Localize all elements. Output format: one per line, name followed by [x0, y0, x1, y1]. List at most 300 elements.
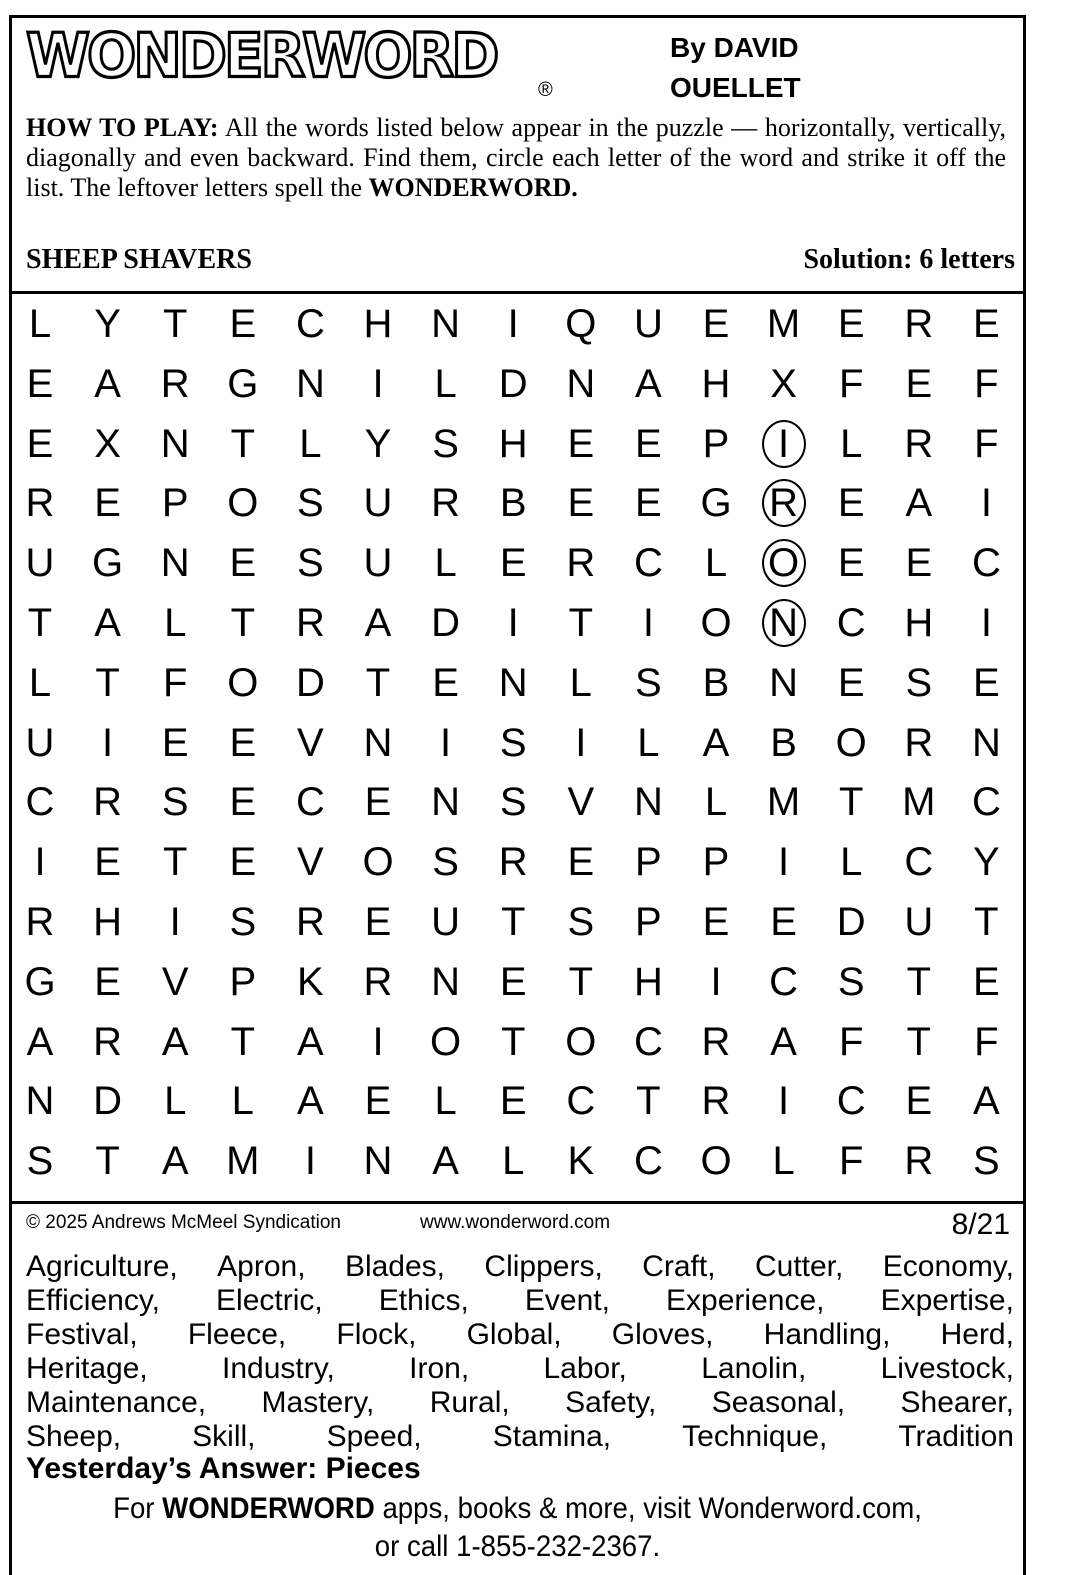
grid-cell[interactable]: P	[229, 959, 257, 1004]
word-list-item: Labor,	[543, 1352, 627, 1385]
grid-cell[interactable]: V	[297, 720, 324, 765]
word-list-item: Handling,	[763, 1318, 891, 1351]
grid-cell[interactable]: E	[229, 541, 257, 586]
word-list-item: Festival,	[26, 1318, 138, 1351]
grid-cell[interactable]: D	[498, 361, 528, 406]
word-list-item: Heritage,	[26, 1352, 148, 1385]
grid-cell[interactable]: K	[567, 1139, 595, 1184]
copyright: © 2025 Andrews McMeel Syndication	[26, 1212, 341, 1233]
grid-cell[interactable]: E	[364, 780, 392, 825]
grid-cell[interactable]: E	[702, 900, 730, 944]
grid-cell[interactable]: E	[973, 959, 1000, 1004]
grid-cell[interactable]: C	[836, 1079, 866, 1124]
how-to-play	[26, 113, 1006, 203]
word-list-line	[26, 1420, 1014, 1454]
grid-cell[interactable]: E	[229, 780, 257, 825]
how-to-play-heading: HOW TO PLAY:	[26, 113, 219, 142]
grid-cell[interactable]: R	[363, 959, 393, 1004]
grid-cell[interactable]: R	[295, 601, 325, 645]
how-to-play-answer-word: WONDERWORD.	[368, 173, 578, 202]
grid-cell[interactable]: E	[837, 481, 865, 526]
grid-cell[interactable]: O	[700, 601, 732, 645]
grid-cell[interactable]: I	[169, 900, 181, 944]
grid-cell[interactable]: T	[974, 900, 999, 944]
grid-cell[interactable]: N	[431, 959, 461, 1004]
word-list-item: Seasonal,	[711, 1386, 846, 1419]
grid-cell[interactable]: L	[28, 660, 52, 705]
word-list-item: Herd,	[940, 1318, 1014, 1351]
word-list-item: Clippers,	[484, 1250, 603, 1283]
grid-cell[interactable]: U	[363, 541, 393, 586]
grid-cell[interactable]: C	[295, 302, 325, 346]
grid-cell[interactable]: N	[160, 421, 190, 466]
grid-cell[interactable]: L	[502, 1139, 525, 1184]
grid-cell[interactable]: S	[635, 660, 662, 705]
grid-cell[interactable]: A	[297, 1019, 324, 1064]
grid-cell[interactable]: N	[769, 660, 799, 705]
grid-cell[interactable]: I	[778, 840, 790, 885]
yesterdays-answer: Yesterday’s Answer: Pieces	[26, 1452, 421, 1485]
grid-cell[interactable]: F	[974, 361, 999, 406]
grid-cell[interactable]: T	[500, 900, 526, 944]
grid-cell[interactable]: Y	[973, 840, 1000, 885]
word-list-item: Technique,	[682, 1420, 828, 1453]
grid-cell[interactable]: E	[635, 481, 662, 526]
grid-cell[interactable]: A	[161, 1019, 189, 1064]
word-list-item: Rural,	[429, 1386, 510, 1419]
grid-cell[interactable]: R	[295, 900, 325, 944]
grid-cell[interactable]: E	[567, 481, 595, 526]
word-list-item: Mastery,	[261, 1386, 375, 1419]
grid-cell[interactable]: A	[297, 1079, 324, 1124]
grid-cell[interactable]: T	[27, 601, 53, 645]
grid-cell[interactable]: C	[836, 601, 866, 645]
grid-cell[interactable]: E	[635, 421, 662, 466]
grid-cell[interactable]: E	[229, 720, 257, 765]
word-list-item: Blades,	[344, 1250, 446, 1283]
grid-cell[interactable]: I	[102, 720, 114, 765]
grid-cell[interactable]: T	[906, 959, 932, 1004]
grid-cell[interactable]: H	[93, 900, 123, 944]
word-list-line	[26, 1250, 1014, 1284]
word-list-item: Speed,	[326, 1420, 422, 1453]
grid-cell[interactable]: I	[575, 720, 587, 765]
grid-cell[interactable]: E	[702, 302, 730, 346]
grid-cell[interactable]: P	[635, 840, 662, 885]
grid-cell[interactable]: A	[905, 481, 933, 526]
wonderword-logo	[26, 20, 566, 104]
byline	[670, 28, 870, 108]
grid-cell[interactable]: G	[227, 361, 259, 406]
grid-cell[interactable]: S	[229, 900, 257, 944]
grid-row	[10, 892, 1025, 952]
grid-cell[interactable]: N	[498, 660, 528, 705]
grid-cell[interactable]: A	[432, 1139, 459, 1184]
promo-pre: For	[113, 1492, 155, 1525]
word-list-line	[26, 1284, 1014, 1318]
word-list-item: Flock,	[336, 1318, 417, 1351]
grid-cell[interactable]: E	[905, 1079, 933, 1124]
grid-cell[interactable]: T	[230, 421, 256, 466]
grid-cell[interactable]: Y	[364, 421, 392, 466]
promo-line-1	[41, 1490, 993, 1528]
grid-cell[interactable]: E	[94, 481, 121, 526]
word-list-item: Efficiency,	[26, 1284, 160, 1317]
grid-cell[interactable]: T	[568, 601, 594, 645]
grid-cell[interactable]: T	[230, 1019, 256, 1064]
grid-cell[interactable]: P	[635, 900, 662, 944]
grid-cell[interactable]: I	[710, 959, 722, 1004]
grid-cell[interactable]: I	[980, 601, 992, 645]
grid-cell[interactable]: A	[635, 361, 662, 406]
grid-cell[interactable]: E	[432, 660, 459, 705]
grid-cell[interactable]: V	[567, 780, 595, 825]
grid-cell[interactable]: F	[838, 361, 864, 406]
grid-cell[interactable]: N	[431, 780, 461, 825]
grid-cell[interactable]: R	[904, 421, 934, 466]
grid-cell[interactable]: E	[229, 302, 257, 346]
word-list-item: Global,	[466, 1318, 562, 1351]
grid-cell[interactable]: T	[162, 302, 188, 346]
word-list-item: Event,	[524, 1284, 610, 1317]
word-list-item: Iron,	[409, 1352, 470, 1385]
grid-cell[interactable]: H	[701, 361, 731, 406]
grid-cell[interactable]: R	[25, 900, 55, 944]
grid-cell[interactable]: F	[974, 1019, 999, 1064]
grid-cell[interactable]: C	[769, 959, 799, 1004]
grid-row	[10, 772, 1025, 832]
grid-cell[interactable]: N	[363, 1139, 393, 1184]
grid-cell[interactable]: F	[162, 660, 188, 705]
word-list-item: Agriculture,	[26, 1250, 178, 1283]
grid-cell[interactable]: M	[766, 302, 801, 346]
word-list-item: Tradition	[898, 1420, 1014, 1453]
grid-cell[interactable]: E	[567, 421, 595, 466]
grid-cell[interactable]: R	[566, 541, 596, 586]
grid-cell[interactable]: U	[431, 900, 461, 944]
grid-cell[interactable]: C	[633, 541, 663, 586]
grid-cell[interactable]: A	[94, 601, 121, 645]
grid-cell[interactable]: D	[431, 601, 461, 645]
grid-cell[interactable]: A	[161, 1139, 189, 1184]
grid-cell[interactable]: O	[227, 660, 259, 705]
grid-cell[interactable]: L	[704, 541, 728, 586]
grid-cell[interactable]: O	[700, 1139, 732, 1184]
grid-cell[interactable]: T	[500, 1019, 526, 1064]
grid-cell[interactable]: E	[905, 541, 933, 586]
grid-cell[interactable]: E	[837, 660, 865, 705]
grid-cell[interactable]: A	[702, 720, 730, 765]
grid-cell[interactable]: I	[642, 601, 654, 645]
grid-row	[10, 294, 1025, 354]
grid-cell[interactable]: L	[840, 840, 863, 885]
grid-cell[interactable]: L	[704, 780, 728, 825]
grid-cell[interactable]: E	[837, 302, 865, 346]
grid-cell[interactable]: R	[904, 1139, 934, 1184]
word-list-item: Gloves,	[611, 1318, 714, 1351]
grid-cell[interactable]: L	[434, 1079, 457, 1124]
grid-cell[interactable]: I	[440, 720, 452, 765]
grid-cell[interactable]: L	[840, 421, 863, 466]
grid-cell[interactable]: A	[26, 1019, 54, 1064]
word-list-item: Economy,	[882, 1250, 1014, 1283]
grid-cell[interactable]: A	[770, 1019, 797, 1064]
grid-cell[interactable]: I	[507, 302, 519, 346]
grid-cell[interactable]: R	[93, 780, 123, 825]
grid-cell[interactable]: P	[702, 840, 730, 885]
grid-cell[interactable]: H	[498, 421, 528, 466]
grid-cell[interactable]: I	[980, 481, 992, 526]
grid-cell[interactable]: R	[701, 1079, 731, 1124]
grid-cell[interactable]: F	[838, 1139, 864, 1184]
grid-cell[interactable]: A	[94, 361, 121, 406]
grid-cell[interactable]: R	[904, 720, 934, 765]
grid-cell[interactable]: T	[162, 840, 188, 885]
grid-cell[interactable]: E	[905, 361, 933, 406]
grid-cell[interactable]: D	[93, 1079, 123, 1124]
grid-cell-circled[interactable]: R	[754, 473, 814, 533]
grid-cell[interactable]: I	[778, 1079, 790, 1124]
grid-cell[interactable]: C	[566, 1079, 596, 1124]
grid-cell[interactable]: C	[633, 1139, 663, 1184]
grid-row	[10, 713, 1025, 773]
grid-cell[interactable]: A	[973, 1079, 1000, 1124]
grid-row	[10, 952, 1025, 1012]
grid-cell[interactable]: N	[25, 1079, 55, 1124]
grid-cell[interactable]: T	[568, 959, 594, 1004]
registered-mark: ®	[538, 79, 553, 101]
word-list-item: Apron,	[217, 1250, 306, 1283]
grid-cell[interactable]: X	[94, 421, 121, 466]
grid-cell[interactable]: E	[26, 421, 54, 466]
grid-cell[interactable]: S	[499, 720, 527, 765]
grid-cell[interactable]: E	[364, 1079, 392, 1124]
word-list-item: Maintenance,	[26, 1386, 207, 1419]
grid-cell[interactable]: C	[971, 541, 1001, 586]
grid-cell[interactable]: T	[906, 1019, 932, 1064]
grid-cell[interactable]: N	[363, 720, 393, 765]
grid-cell[interactable]: D	[295, 660, 325, 705]
grid-cell[interactable]: S	[973, 1139, 1000, 1184]
promo-text	[41, 1490, 993, 1566]
grid-cell[interactable]: M	[902, 780, 936, 825]
grid-cell[interactable]: C	[904, 840, 934, 885]
grid-cell[interactable]: E	[973, 660, 1000, 705]
grid-cell[interactable]: E	[499, 541, 527, 586]
grid-cell[interactable]: M	[766, 780, 801, 825]
grid-cell[interactable]: E	[94, 959, 121, 1004]
grid-cell[interactable]: B	[770, 720, 797, 765]
word-list-item: Skill,	[192, 1420, 256, 1453]
grid-cell[interactable]: S	[905, 660, 933, 705]
grid-cell[interactable]: G	[92, 541, 124, 586]
grid-cell[interactable]: X	[770, 361, 797, 406]
grid-cell[interactable]: H	[904, 601, 934, 645]
word-list-line	[26, 1318, 1014, 1352]
grid-cell[interactable]: E	[567, 840, 595, 885]
grid-cell[interactable]: T	[230, 601, 256, 645]
grid-cell[interactable]: S	[161, 780, 189, 825]
how-to-play-body: All the words listed below appear in the puzzle — horizontally, vertically, diagonally and even backward. Find them, circle each letter of the word and strike it off the list. The leftover letters spell the	[26, 113, 1007, 202]
grid-cell[interactable]: R	[93, 1019, 123, 1064]
word-list-item: Cutter,	[754, 1250, 844, 1283]
grid-cell[interactable]: I	[372, 1019, 384, 1064]
word-list-item: Craft,	[642, 1250, 716, 1283]
grid-cell[interactable]: E	[837, 541, 865, 586]
byline-line-1: By DAVID	[670, 32, 799, 63]
grid-cell[interactable]: R	[498, 840, 528, 885]
grid-cell[interactable]: L	[164, 1079, 187, 1124]
grid-cell[interactable]: V	[297, 840, 324, 885]
grid-cell[interactable]: I	[372, 361, 384, 406]
grid-cell[interactable]: N	[971, 720, 1001, 765]
grid-cell[interactable]: S	[837, 959, 865, 1004]
divider-bottom	[9, 1201, 1026, 1204]
grid-cell[interactable]: T	[95, 1139, 120, 1184]
word-list-item: Stamina,	[492, 1420, 612, 1453]
grid-cell[interactable]: L	[231, 1079, 254, 1124]
grid-row	[10, 533, 1025, 593]
grid-cell[interactable]: N	[160, 541, 190, 586]
grid-cell[interactable]: H	[363, 302, 393, 346]
puzzle-date: 8/21	[951, 1208, 1010, 1241]
grid-cell[interactable]: T	[636, 1079, 661, 1124]
grid-cell[interactable]: E	[499, 1079, 527, 1124]
grid-cell[interactable]: R	[701, 1019, 731, 1064]
grid-cell[interactable]: S	[297, 541, 324, 586]
grid-cell-circled[interactable]: O	[754, 533, 814, 593]
grid-cell[interactable]: G	[24, 959, 56, 1004]
grid-cell[interactable]: U	[904, 900, 934, 944]
grid-cell[interactable]: U	[633, 302, 663, 346]
grid-cell[interactable]: E	[770, 900, 797, 944]
grid-cell[interactable]: C	[971, 780, 1001, 825]
grid-row	[10, 1071, 1025, 1131]
grid-cell[interactable]: V	[161, 959, 189, 1004]
grid-cell[interactable]: T	[838, 780, 864, 825]
word-list-item: Fleece,	[187, 1318, 287, 1351]
grid-cell[interactable]: S	[26, 1139, 54, 1184]
grid-cell[interactable]: L	[637, 720, 660, 765]
grid-cell[interactable]: E	[364, 900, 392, 944]
grid-cell[interactable]: E	[499, 959, 527, 1004]
grid-row	[10, 1131, 1025, 1191]
word-list-item: Experience,	[666, 1284, 825, 1317]
grid-cell[interactable]: T	[95, 660, 120, 705]
word-list-item: Livestock,	[880, 1352, 1014, 1385]
grid-cell[interactable]: A	[364, 601, 392, 645]
grid-cell[interactable]: L	[299, 421, 322, 466]
grid-cell[interactable]: E	[26, 361, 54, 406]
grid-row	[10, 832, 1025, 892]
grid-cell-circled[interactable]: N	[754, 593, 814, 653]
grid-cell[interactable]: F	[974, 421, 999, 466]
grid-cell[interactable]: E	[161, 720, 189, 765]
grid-cell[interactable]: G	[700, 481, 732, 526]
grid-cell[interactable]: O	[430, 1019, 462, 1064]
grid-cell[interactable]: I	[304, 1139, 316, 1184]
grid-cell[interactable]: B	[499, 481, 527, 526]
grid-cell[interactable]: C	[25, 780, 55, 825]
grid-cell[interactable]: N	[633, 780, 663, 825]
grid-cell[interactable]: P	[161, 481, 189, 526]
grid-cell[interactable]: Q	[565, 302, 597, 346]
grid-cell[interactable]: N	[566, 361, 596, 406]
grid-cell[interactable]: O	[227, 481, 259, 526]
promo-brand: WONDERWORD	[162, 1492, 375, 1525]
grid-cell[interactable]: B	[702, 660, 730, 705]
word-list-item: Ethics,	[378, 1284, 469, 1317]
word-list-item: Lanolin,	[701, 1352, 807, 1385]
word-list-item: Sheep,	[26, 1420, 122, 1453]
grid-cell[interactable]: C	[633, 1019, 663, 1064]
word-list-item: Industry,	[222, 1352, 335, 1385]
grid-cell[interactable]: L	[28, 302, 52, 346]
grid-cell[interactable]: L	[434, 361, 457, 406]
grid-cell[interactable]: O	[565, 1019, 597, 1064]
grid-cell[interactable]: F	[838, 1019, 864, 1064]
byline-line-2: OUELLET	[670, 72, 801, 103]
grid-cell[interactable]: I	[34, 840, 46, 885]
grid-row	[10, 354, 1025, 414]
grid-cell[interactable]: L	[772, 1139, 795, 1184]
grid-cell-circled[interactable]: I	[754, 414, 814, 474]
grid-cell[interactable]: S	[297, 481, 324, 526]
grid-cell[interactable]: M	[226, 1139, 260, 1184]
grid-row	[10, 593, 1025, 653]
word-list-item: Shearer,	[900, 1386, 1014, 1419]
grid-cell[interactable]: E	[973, 302, 1000, 346]
grid-cell[interactable]: L	[164, 601, 187, 645]
logo-text: WONDERWORD	[26, 20, 497, 92]
grid-row	[10, 473, 1025, 533]
grid-cell[interactable]: S	[499, 780, 527, 825]
grid-cell[interactable]: C	[295, 780, 325, 825]
grid-cell[interactable]: O	[835, 720, 867, 765]
grid-cell[interactable]: N	[295, 361, 325, 406]
grid-cell[interactable]: U	[25, 720, 55, 765]
grid-cell[interactable]: E	[94, 840, 121, 885]
grid-cell[interactable]: P	[702, 421, 730, 466]
grid-cell[interactable]: S	[567, 900, 595, 944]
grid-cell[interactable]: T	[365, 660, 391, 705]
grid-cell[interactable]: R	[160, 361, 190, 406]
grid-cell[interactable]: Y	[94, 302, 121, 346]
grid-cell[interactable]: N	[431, 302, 461, 346]
grid-cell[interactable]: U	[25, 541, 55, 586]
grid-cell[interactable]: I	[507, 601, 519, 645]
grid-cell[interactable]: L	[569, 660, 592, 705]
website-url: www.wonderword.com	[420, 1212, 611, 1233]
grid-cell[interactable]: S	[432, 840, 459, 885]
grid-cell[interactable]: O	[362, 840, 394, 885]
grid-cell[interactable]: R	[25, 481, 55, 526]
promo-line-1-rest: apps, books & more, visit Wonderword.com,	[382, 1492, 922, 1525]
grid-row	[10, 653, 1025, 713]
puzzle-theme: SHEEP SHAVERS	[26, 244, 252, 275]
grid-cell[interactable]: U	[363, 481, 393, 526]
grid-cell[interactable]: R	[431, 481, 461, 526]
solution-length: Solution: 6 letters	[803, 244, 1015, 275]
grid-cell[interactable]: E	[229, 840, 257, 885]
grid-cell[interactable]: L	[434, 541, 457, 586]
grid-cell[interactable]: R	[904, 302, 934, 346]
grid-cell[interactable]: D	[836, 900, 866, 944]
grid-cell[interactable]: S	[432, 421, 459, 466]
grid-cell[interactable]: H	[633, 959, 663, 1004]
word-list	[26, 1250, 1014, 1454]
grid-cell[interactable]: K	[297, 959, 324, 1004]
